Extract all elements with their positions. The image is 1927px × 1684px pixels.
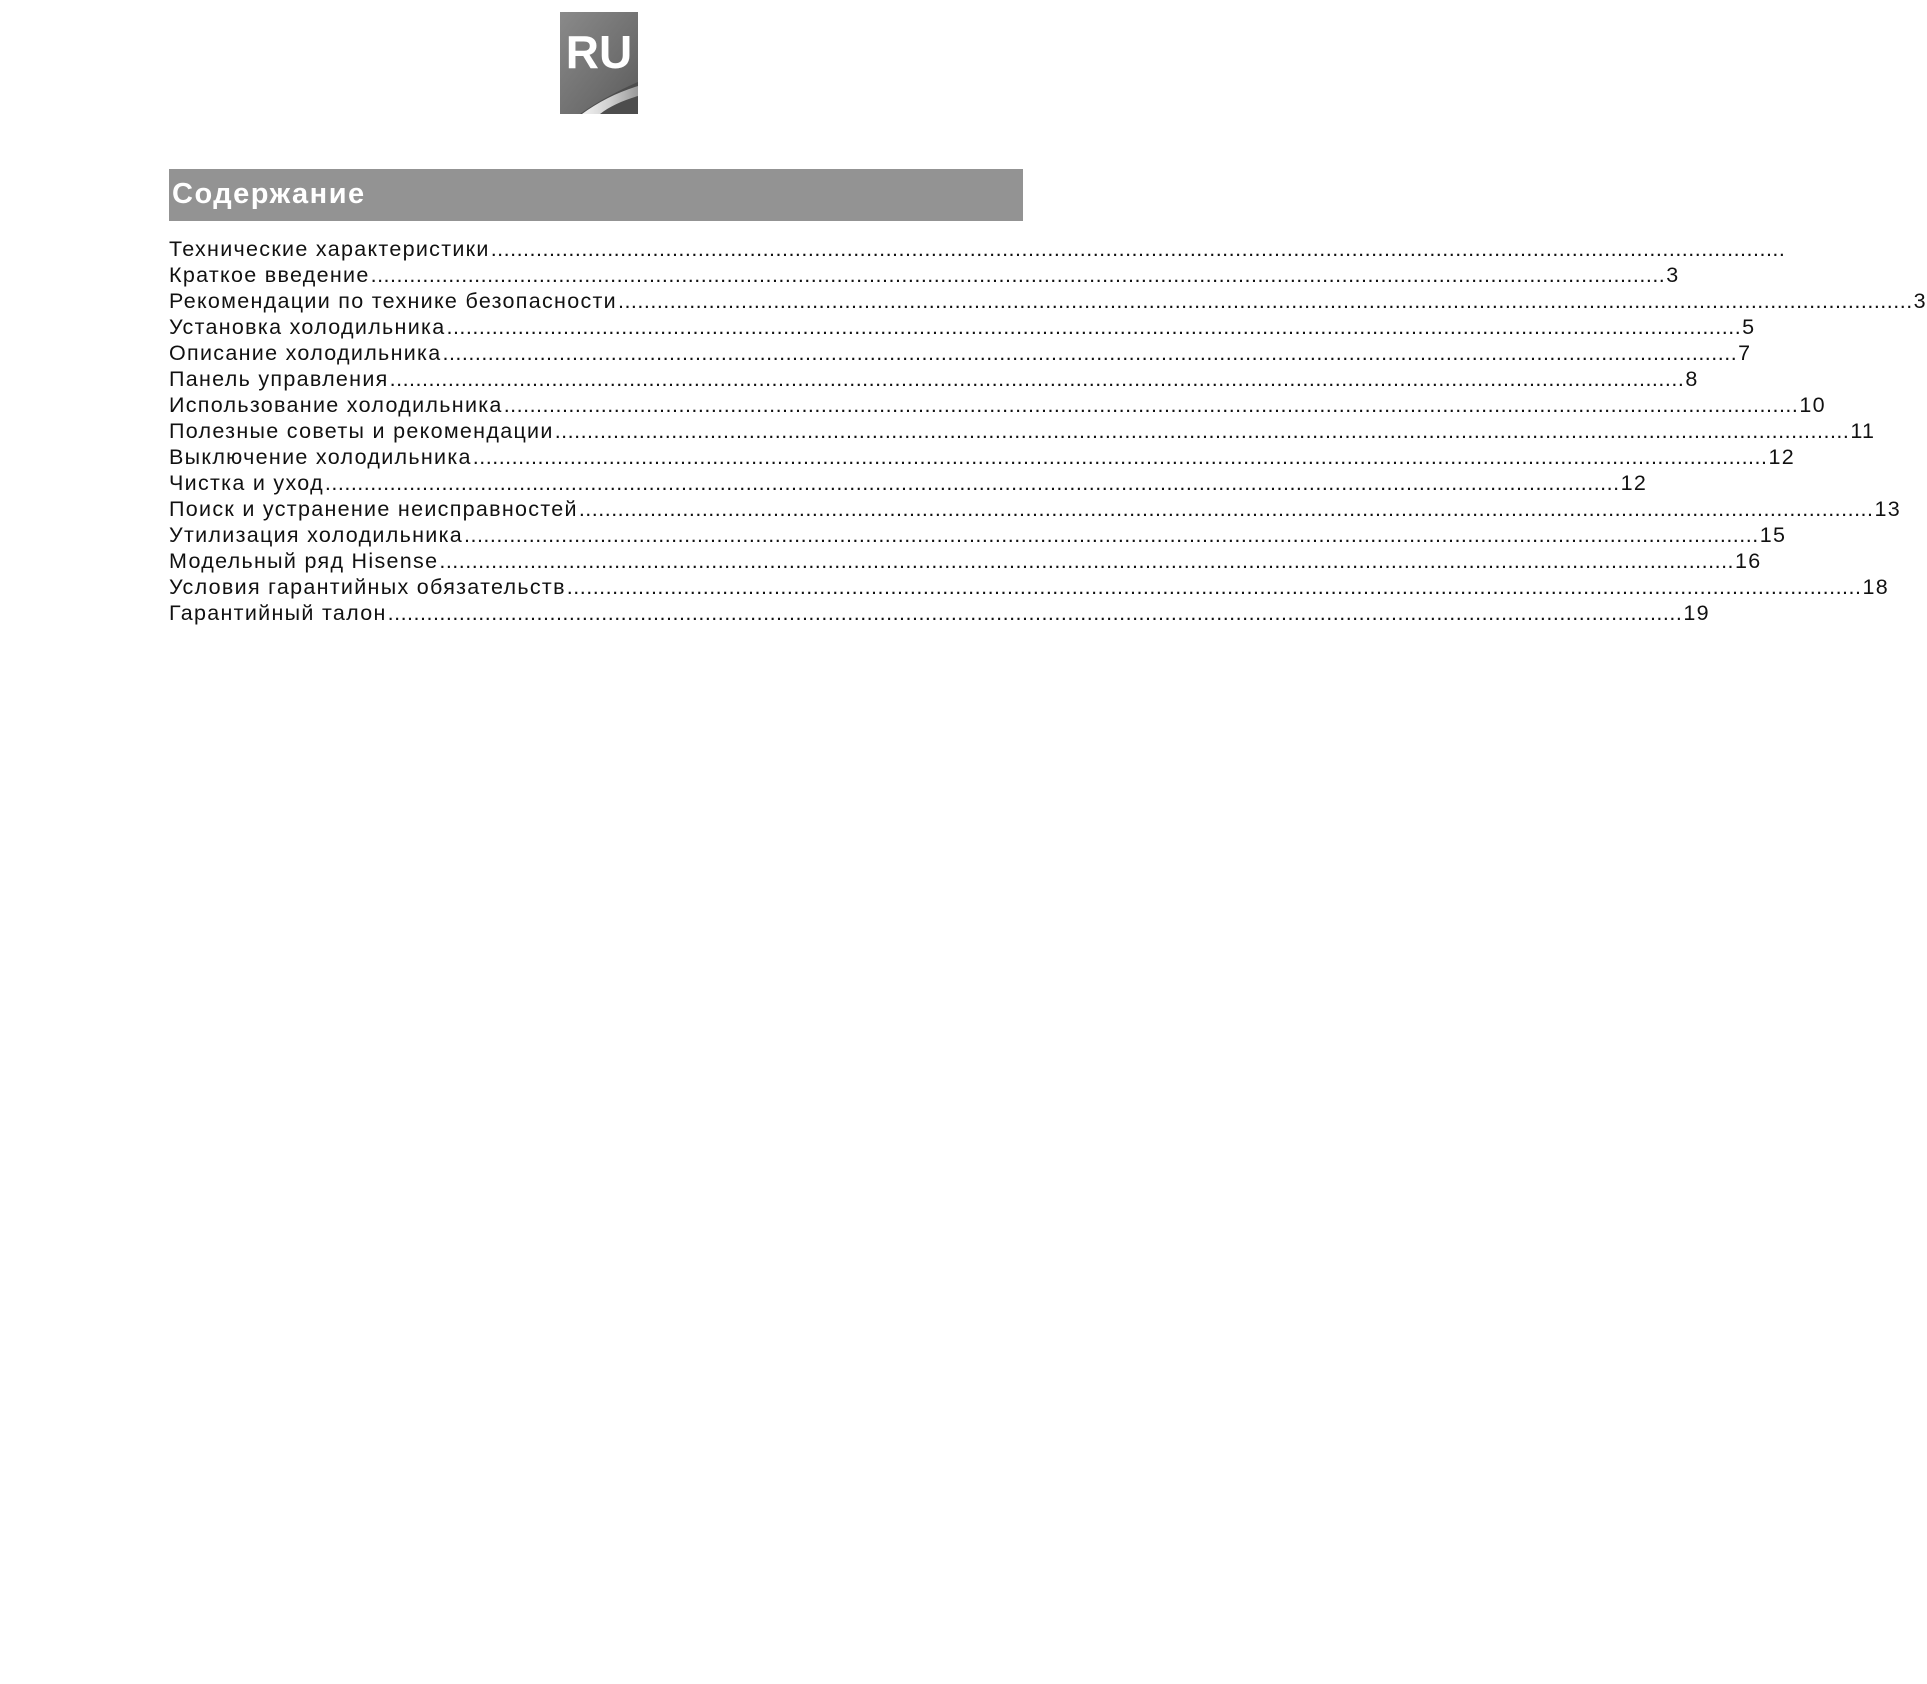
toc-dot-leader: ........................................................................................................................................................................................................ — [472, 445, 1768, 469]
toc-entry[interactable] — [169, 574, 1889, 600]
toc-entry-page: 16 — [1735, 549, 1762, 573]
toc-entry-page: 15 — [1759, 523, 1787, 547]
toc-entry[interactable] — [169, 600, 1710, 626]
toc-dot-leader: ........................................................................................................................................................................................................ — [617, 289, 1913, 313]
toc-dot-leader: ........................................................................................................................................................................................................ — [464, 523, 1759, 547]
toc-dot-leader: ........................................................................................................................................................................................................ — [578, 497, 1874, 521]
toc-dot-leader: ........................................................................................................................................................................................................ — [387, 601, 1683, 625]
toc-dot-leader: ........................................................................................................................................................................................................ — [439, 549, 1735, 573]
toc-entry[interactable] — [169, 314, 1756, 340]
toc-entry-label: Поиск и устранение неисправностей — [169, 497, 578, 521]
toc-entry-page: 12 — [1768, 445, 1795, 469]
toc-entry-label: Гарантийный талон — [169, 601, 387, 625]
toc-entry-page: 10 — [1799, 393, 1826, 417]
toc-entry-label: Модельный ряд Hisense — [169, 549, 439, 573]
toc-entry-label: Рекомендации по технике безопасности — [169, 289, 617, 313]
toc-list — [169, 236, 1927, 626]
toc-entry-page: 5 — [1742, 315, 1756, 339]
language-badge-label: RU — [565, 26, 633, 78]
toc-dot-leader: ........................................................................................................................................................................................................ — [554, 419, 1850, 443]
toc-entry-page: 3 — [1666, 263, 1680, 287]
toc-entry[interactable] — [169, 444, 1795, 470]
toc-entry[interactable] — [169, 262, 1680, 288]
language-badge — [560, 12, 638, 114]
toc-entry-page: 7 — [1738, 341, 1752, 365]
toc-entry[interactable] — [169, 548, 1762, 574]
toc-entry-label: Полезные советы и рекомендации — [169, 419, 554, 443]
toc-entry[interactable] — [169, 470, 1648, 496]
toc-entry-label: Чистка и уход — [169, 471, 324, 495]
toc-entry[interactable] — [169, 236, 1786, 262]
toc-entry-label: Установка холодильника — [169, 315, 446, 339]
toc-entry-label: Утилизация холодильника — [169, 523, 464, 547]
toc-entry-label: Панель управления — [169, 367, 389, 391]
toc-dot-leader: ........................................................................................................................................................................................................ — [490, 237, 1786, 261]
toc-entry-label: Использование холодильника — [169, 393, 503, 417]
toc-entry-page: 13 — [1874, 497, 1902, 521]
toc-entry-page: 11 — [1850, 419, 1876, 443]
toc-entry-page: 18 — [1862, 575, 1889, 599]
toc-header-bar — [169, 169, 1023, 221]
toc-entry[interactable] — [169, 288, 1927, 314]
toc-entry-page: 8 — [1685, 367, 1699, 391]
toc-entry-label: Описание холодильника — [169, 341, 442, 365]
toc-entry-page: 3 — [1913, 289, 1927, 313]
toc-entry[interactable] — [169, 496, 1902, 522]
toc-entry[interactable] — [169, 522, 1787, 548]
toc-dot-leader: ........................................................................................................................................................................................................ — [442, 341, 1738, 365]
toc-title: Содержание — [172, 178, 366, 210]
toc-entry-label: Краткое введение — [169, 263, 370, 287]
toc-entry[interactable] — [169, 392, 1826, 418]
toc-dot-leader: ........................................................................................................................................................................................................ — [566, 575, 1862, 599]
toc-dot-leader: ........................................................................................................................................................................................................ — [370, 263, 1666, 287]
toc-entry-label: Условия гарантийных обязательств — [169, 575, 566, 599]
language-badge-icon — [560, 12, 638, 114]
toc-entry-page: 19 — [1683, 601, 1710, 625]
toc-entry-page: 12 — [1620, 471, 1648, 495]
toc-dot-leader: ........................................................................................................................................................................................................ — [324, 471, 1620, 495]
toc-entry[interactable] — [169, 340, 1752, 366]
toc-entry[interactable] — [169, 418, 1876, 444]
toc-dot-leader: ........................................................................................................................................................................................................ — [503, 393, 1799, 417]
toc-dot-leader: ........................................................................................................................................................................................................ — [446, 315, 1742, 339]
toc-dot-leader: ........................................................................................................................................................................................................ — [389, 367, 1685, 391]
toc-entry[interactable] — [169, 366, 1699, 392]
toc-entry-label: Технические характеристики — [169, 237, 490, 261]
toc-entry-label: Выключение холодильника — [169, 445, 472, 469]
